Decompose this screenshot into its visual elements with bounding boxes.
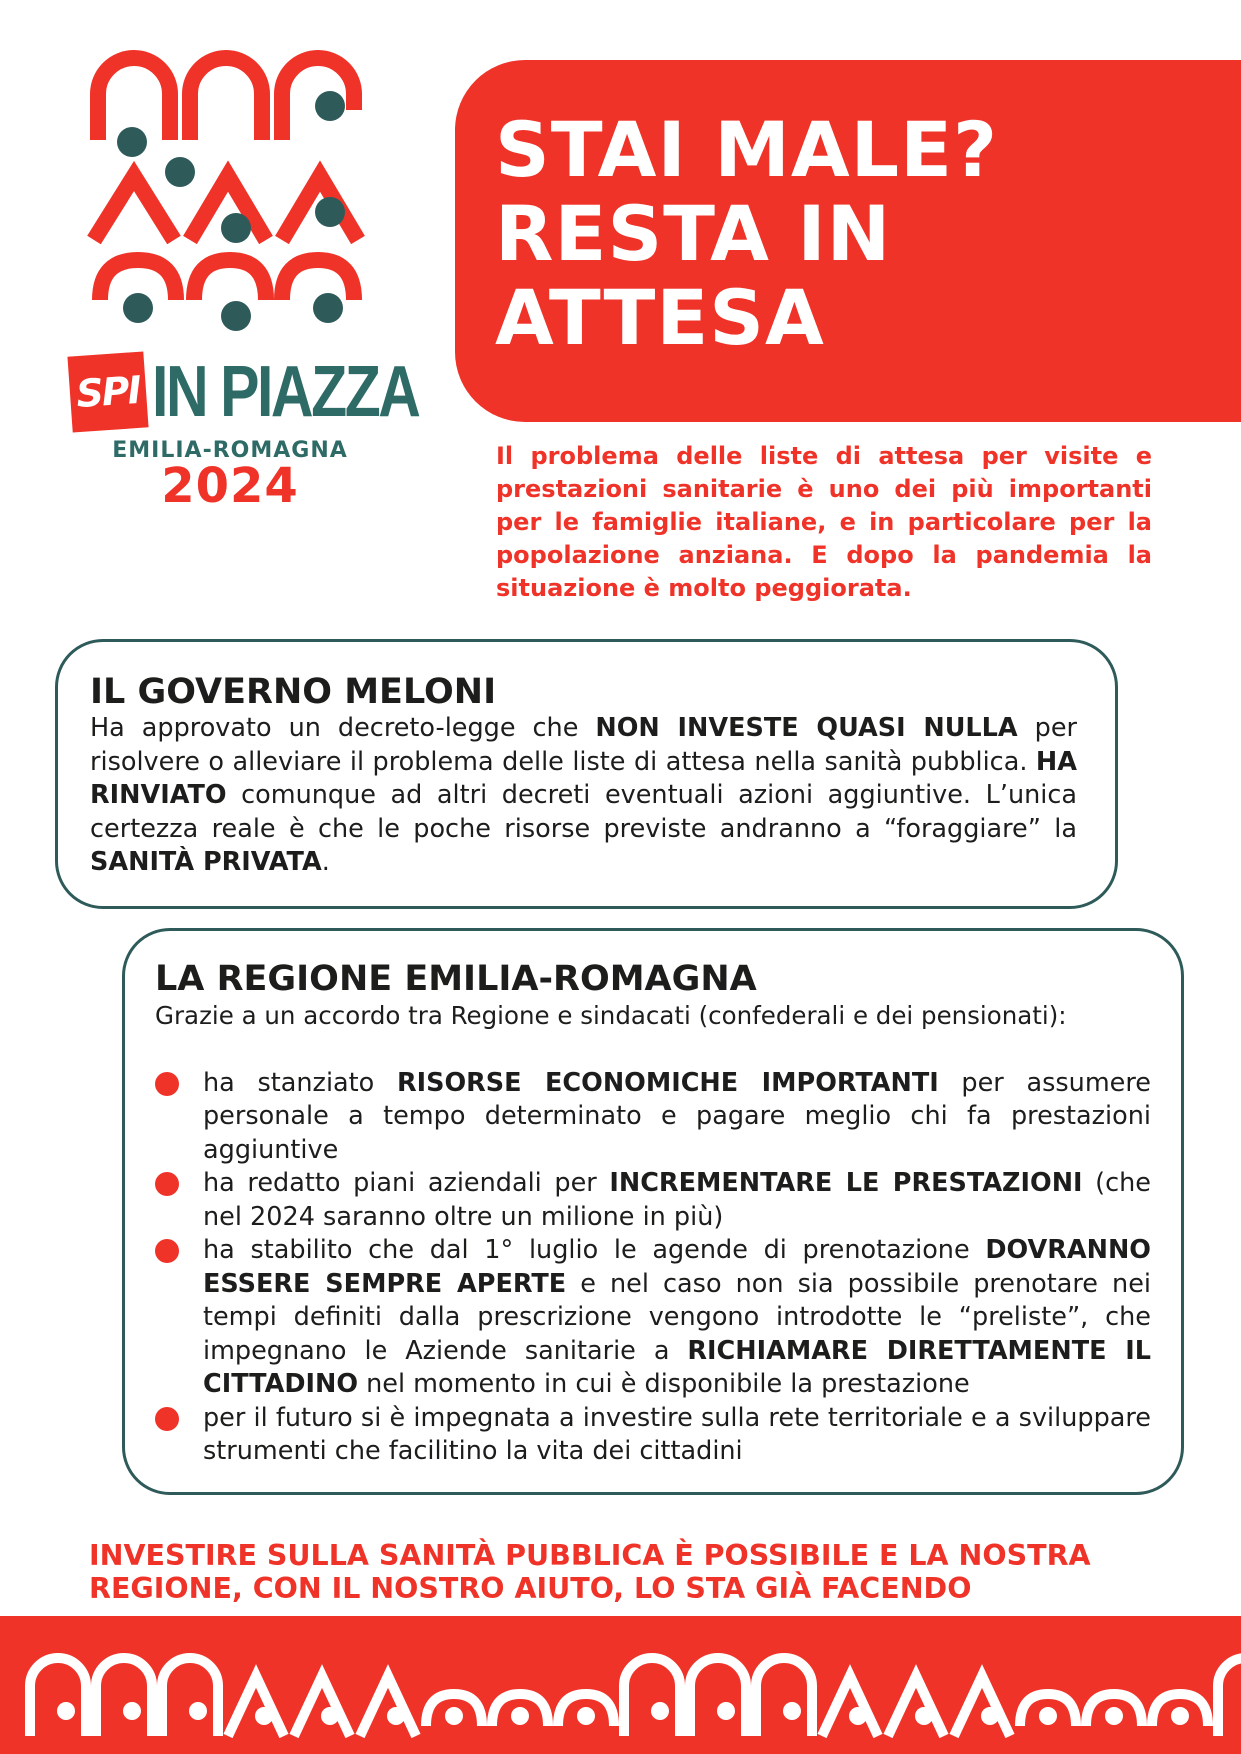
arch-dot: [849, 1707, 867, 1725]
governo-text: Ha approvato un decreto-legge che NON INVESTE QUASI NULLA per risolvere o alleviare il problema delle liste di attesa nella sanità pubblica. HA RINVIATO comunque ad altri decreti eventuali azioni aggiuntive. L’unica certezza reale è che le poche risorse previste andranno a “foraggiare” la SANITÀ PRIVATA.: [90, 713, 1078, 877]
headline-line: STAI MALE?: [495, 105, 999, 194]
arch-dot: [915, 1707, 933, 1725]
arch-dot: [1171, 1707, 1189, 1725]
footer-line: INVESTIRE SULLA SANITÀ PUBBLICA È POSSIBILE E LA NOSTRA: [89, 1539, 1091, 1572]
regione-title: LA REGIONE EMILIA-ROMAGNA: [155, 959, 757, 999]
arch-dot: [387, 1707, 405, 1725]
headline-line: RESTA IN: [495, 189, 892, 278]
arch-dot: [189, 1702, 207, 1720]
regione-list: [155, 1067, 1151, 1469]
arch-dot: [981, 1707, 999, 1725]
arch-dot: [651, 1702, 669, 1720]
list-item: ha redatto piani aziendali per INCREMENTARE LE PRESTAZIONI (che nel 2024 saranno oltre un milione in più): [155, 1167, 1151, 1234]
arches-band-icon: [0, 1616, 1241, 1754]
arch-dot: [1105, 1707, 1123, 1725]
arch-dot: [57, 1702, 75, 1720]
arch-dot: [321, 1707, 339, 1725]
footer-slogan: [89, 1539, 1169, 1605]
regione-lead: Grazie a un accordo tra Regione e sindacati (confederali e dei pensionati):: [155, 1001, 1067, 1030]
logo-region: EMILIA-ROMAGNA: [112, 438, 348, 463]
logo-wordmark: IN PIAZZA: [152, 352, 419, 432]
list-item: per il futuro si è impegnata a investire sulla rete territoriale e a sviluppare strumenti che facilitino la vita dei cittadini: [155, 1402, 1151, 1469]
list-item: ha stanziato RISORSE ECONOMICHE IMPORTANTI per assumere personale a tempo determinato e pagare meglio chi fa prestazioni aggiuntive: [155, 1067, 1151, 1168]
governo-panel: [55, 639, 1118, 909]
bullet-dot-icon: [155, 1072, 179, 1096]
arch-dot: [1039, 1707, 1057, 1725]
bullet-dot-icon: [155, 1172, 179, 1196]
headline: [495, 105, 1215, 364]
bullet-dot-icon: [155, 1407, 179, 1431]
arch-dot: [717, 1702, 735, 1720]
bullet-dot-icon: [155, 1239, 179, 1263]
list-item: ha stabilito che dal 1° luglio le agende di prenotazione DOVRANNO ESSERE SEMPRE APERTE e nel caso non sia possibile prenotare nei tempi definiti dalla prescrizione vengono introdotte le “preliste”, che impegnano le Aziende sanitarie a RICHIAMARE DIRETTAMENTE IL CITTADINO nel momento in cui è disponibile la prestazione: [155, 1234, 1151, 1402]
arch-dot: [255, 1707, 273, 1725]
arch-dot: [577, 1707, 595, 1725]
regione-panel: [122, 928, 1184, 1495]
spi-logo: [60, 50, 419, 520]
arches-pattern-icon: [60, 50, 400, 350]
logo-year: 2024: [161, 458, 299, 514]
headline-line: ATTESA: [495, 273, 825, 362]
arch-dot: [123, 1702, 141, 1720]
governo-title: IL GOVERNO MELONI: [90, 672, 497, 712]
headline-box: [455, 60, 1241, 422]
arch-dot: [783, 1702, 801, 1720]
spi-badge: SPI: [67, 351, 148, 432]
arch-dot: [445, 1707, 463, 1725]
footer-line: REGIONE, CON IL NOSTRO AIUTO, LO STA GIÀ FACENDO: [89, 1572, 972, 1605]
intro-paragraph: Il problema delle liste di attesa per visite e prestazioni sanitarie è uno dei più importanti per le famiglie italiane, e in particolare per la popolazione anziana. E dopo la pandemia la situazione è molto peggiorata.: [496, 442, 1152, 602]
arch-dot: [511, 1707, 529, 1725]
